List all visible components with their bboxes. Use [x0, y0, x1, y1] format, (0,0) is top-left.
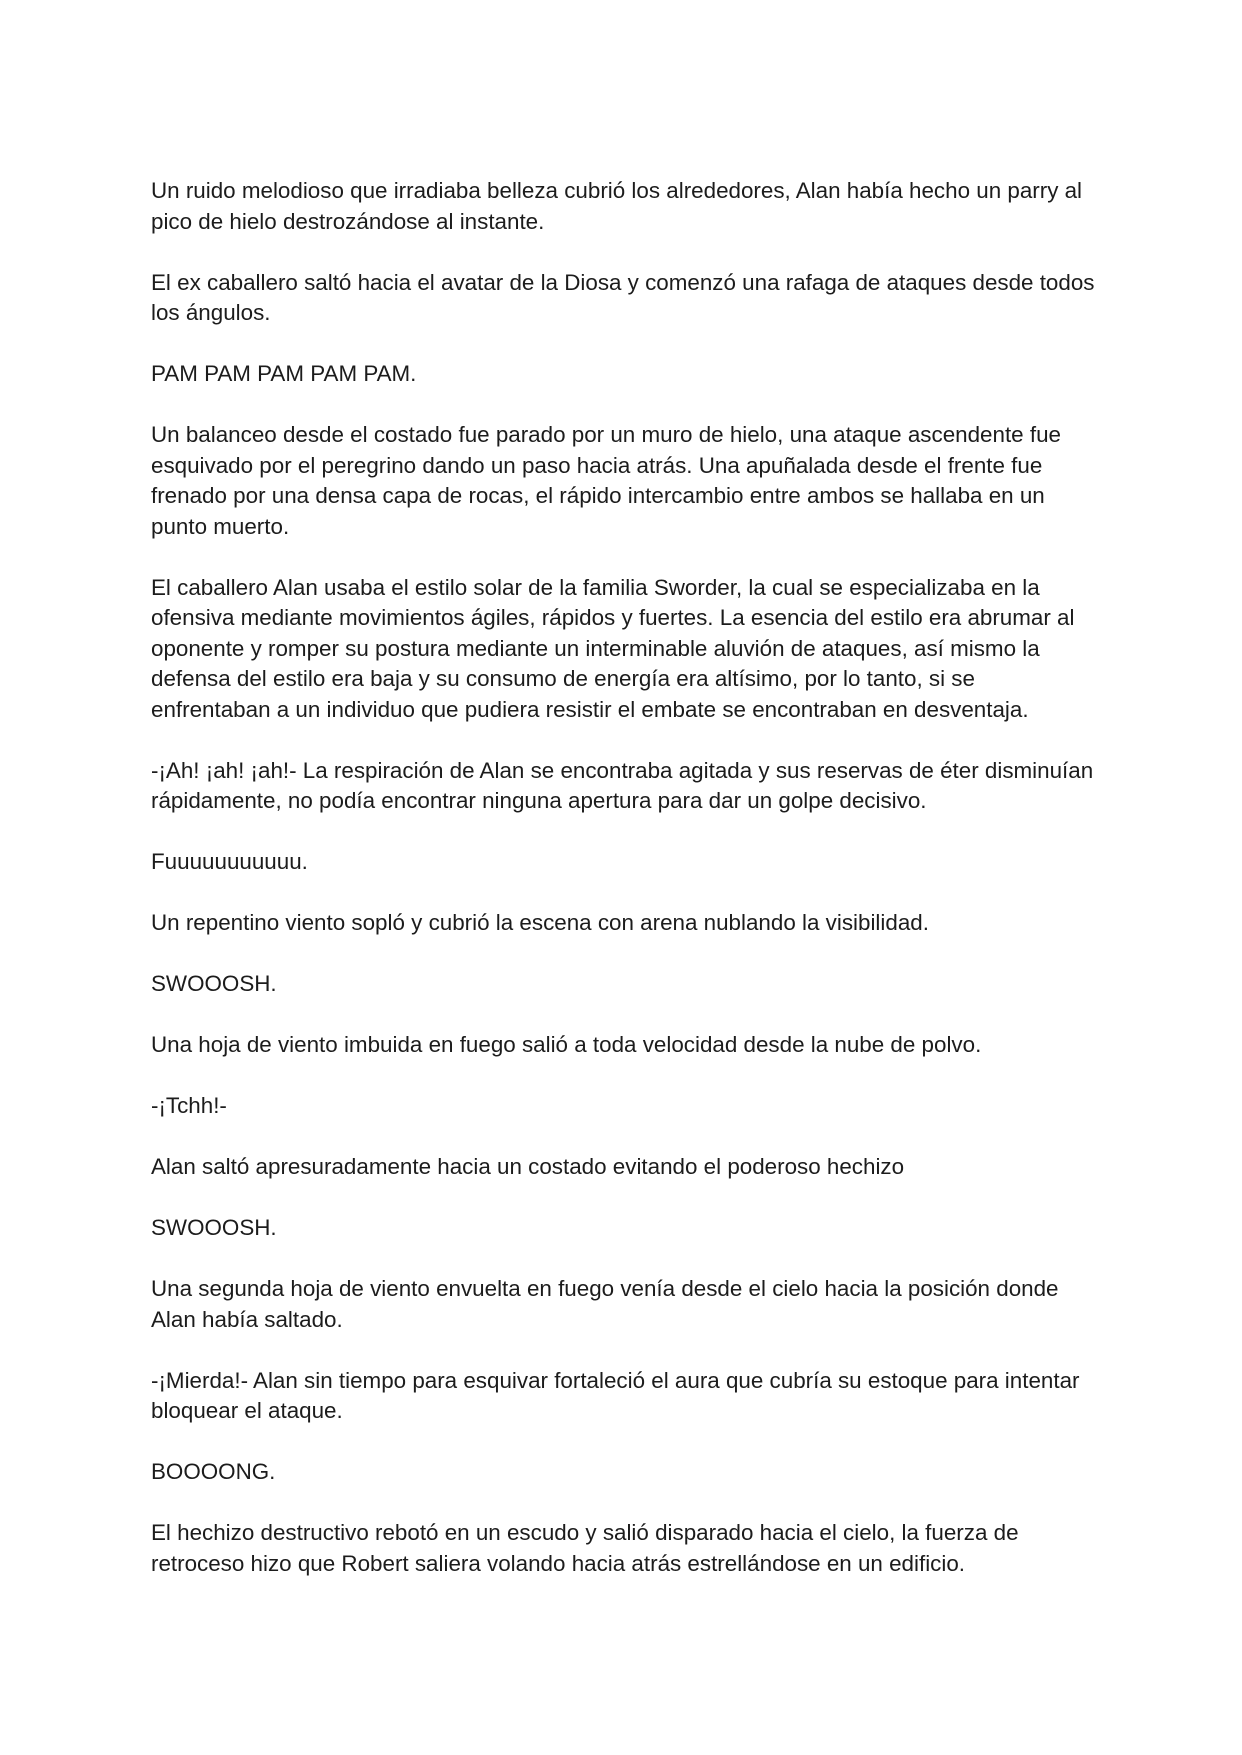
paragraph: SWOOOSH.	[151, 1215, 277, 1240]
paragraph: PAM PAM PAM PAM PAM.	[151, 361, 417, 386]
paragraph: Una segunda hoja de viento envuelta en fuego venía desde el cielo hacia la posición donde Alan había saltado.	[151, 1276, 1059, 1332]
paragraph: Fuuuuuuuuuuu.	[151, 849, 308, 874]
paragraph: -¡Mierda!- Alan sin tiempo para esquivar fortaleció el aura que cubría su estoque para intentar bloquear el ataque.	[151, 1367, 1080, 1423]
document-page	[151, 176, 1096, 1579]
paragraph: SWOOOSH.	[151, 971, 277, 996]
paragraph: El ex caballero saltó hacia el avatar de la Diosa y comenzó una rafaga de ataques desde todos los ángulos.	[151, 269, 1095, 325]
paragraph: El hechizo destructivo rebotó en un escudo y salió disparado hacia el cielo, la fuerza de retroceso hizo que Robert saliera volando hacia atrás estrellándose en un edificio.	[151, 1520, 1019, 1576]
paragraph: Un ruido melodioso que irradiaba belleza cubrió los alrededores, Alan había hecho un parry al pico de hielo destrozándose al instante.	[151, 178, 1083, 234]
paragraph: -¡Tchh!-	[151, 1093, 227, 1118]
paragraph: Alan saltó apresuradamente hacia un costado evitando el poderoso hechizo	[151, 1154, 905, 1179]
paragraph: Una hoja de viento imbuida en fuego salió a toda velocidad desde la nube de polvo.	[151, 1032, 982, 1057]
paragraph: El caballero Alan usaba el estilo solar de la familia Sworder, la cual se especializaba en la ofensiva mediante movimientos ágiles, rápidos y fuertes. La esencia del estilo era abrumar al oponente y romper su postura mediante un interminable aluvión de ataques, así mismo la defensa del estilo era baja y su consumo de energía era altísimo, por lo tanto, si se enfrentaban a un individuo que pudiera resistir el embate se encontraban en desventaja.	[151, 574, 1075, 722]
paragraph: BOOOONG.	[151, 1459, 276, 1484]
paragraph: Un balanceo desde el costado fue parado por un muro de hielo, una ataque ascendente fue esquivado por el peregrino dando un paso hacia atrás. Una apuñalada desde el frente fue frenado por una densa capa de rocas, el rápido intercambio entre ambos se hallaba en un punto muerto.	[151, 422, 1061, 539]
paragraph: -¡Ah! ¡ah! ¡ah!- La respiración de Alan se encontraba agitada y sus reservas de éter disminuían rápidamente, no podía encontrar ninguna apertura para dar un golpe decisivo.	[151, 757, 1094, 813]
paragraph: Un repentino viento sopló y cubrió la escena con arena nublando la visibilidad.	[151, 910, 929, 935]
